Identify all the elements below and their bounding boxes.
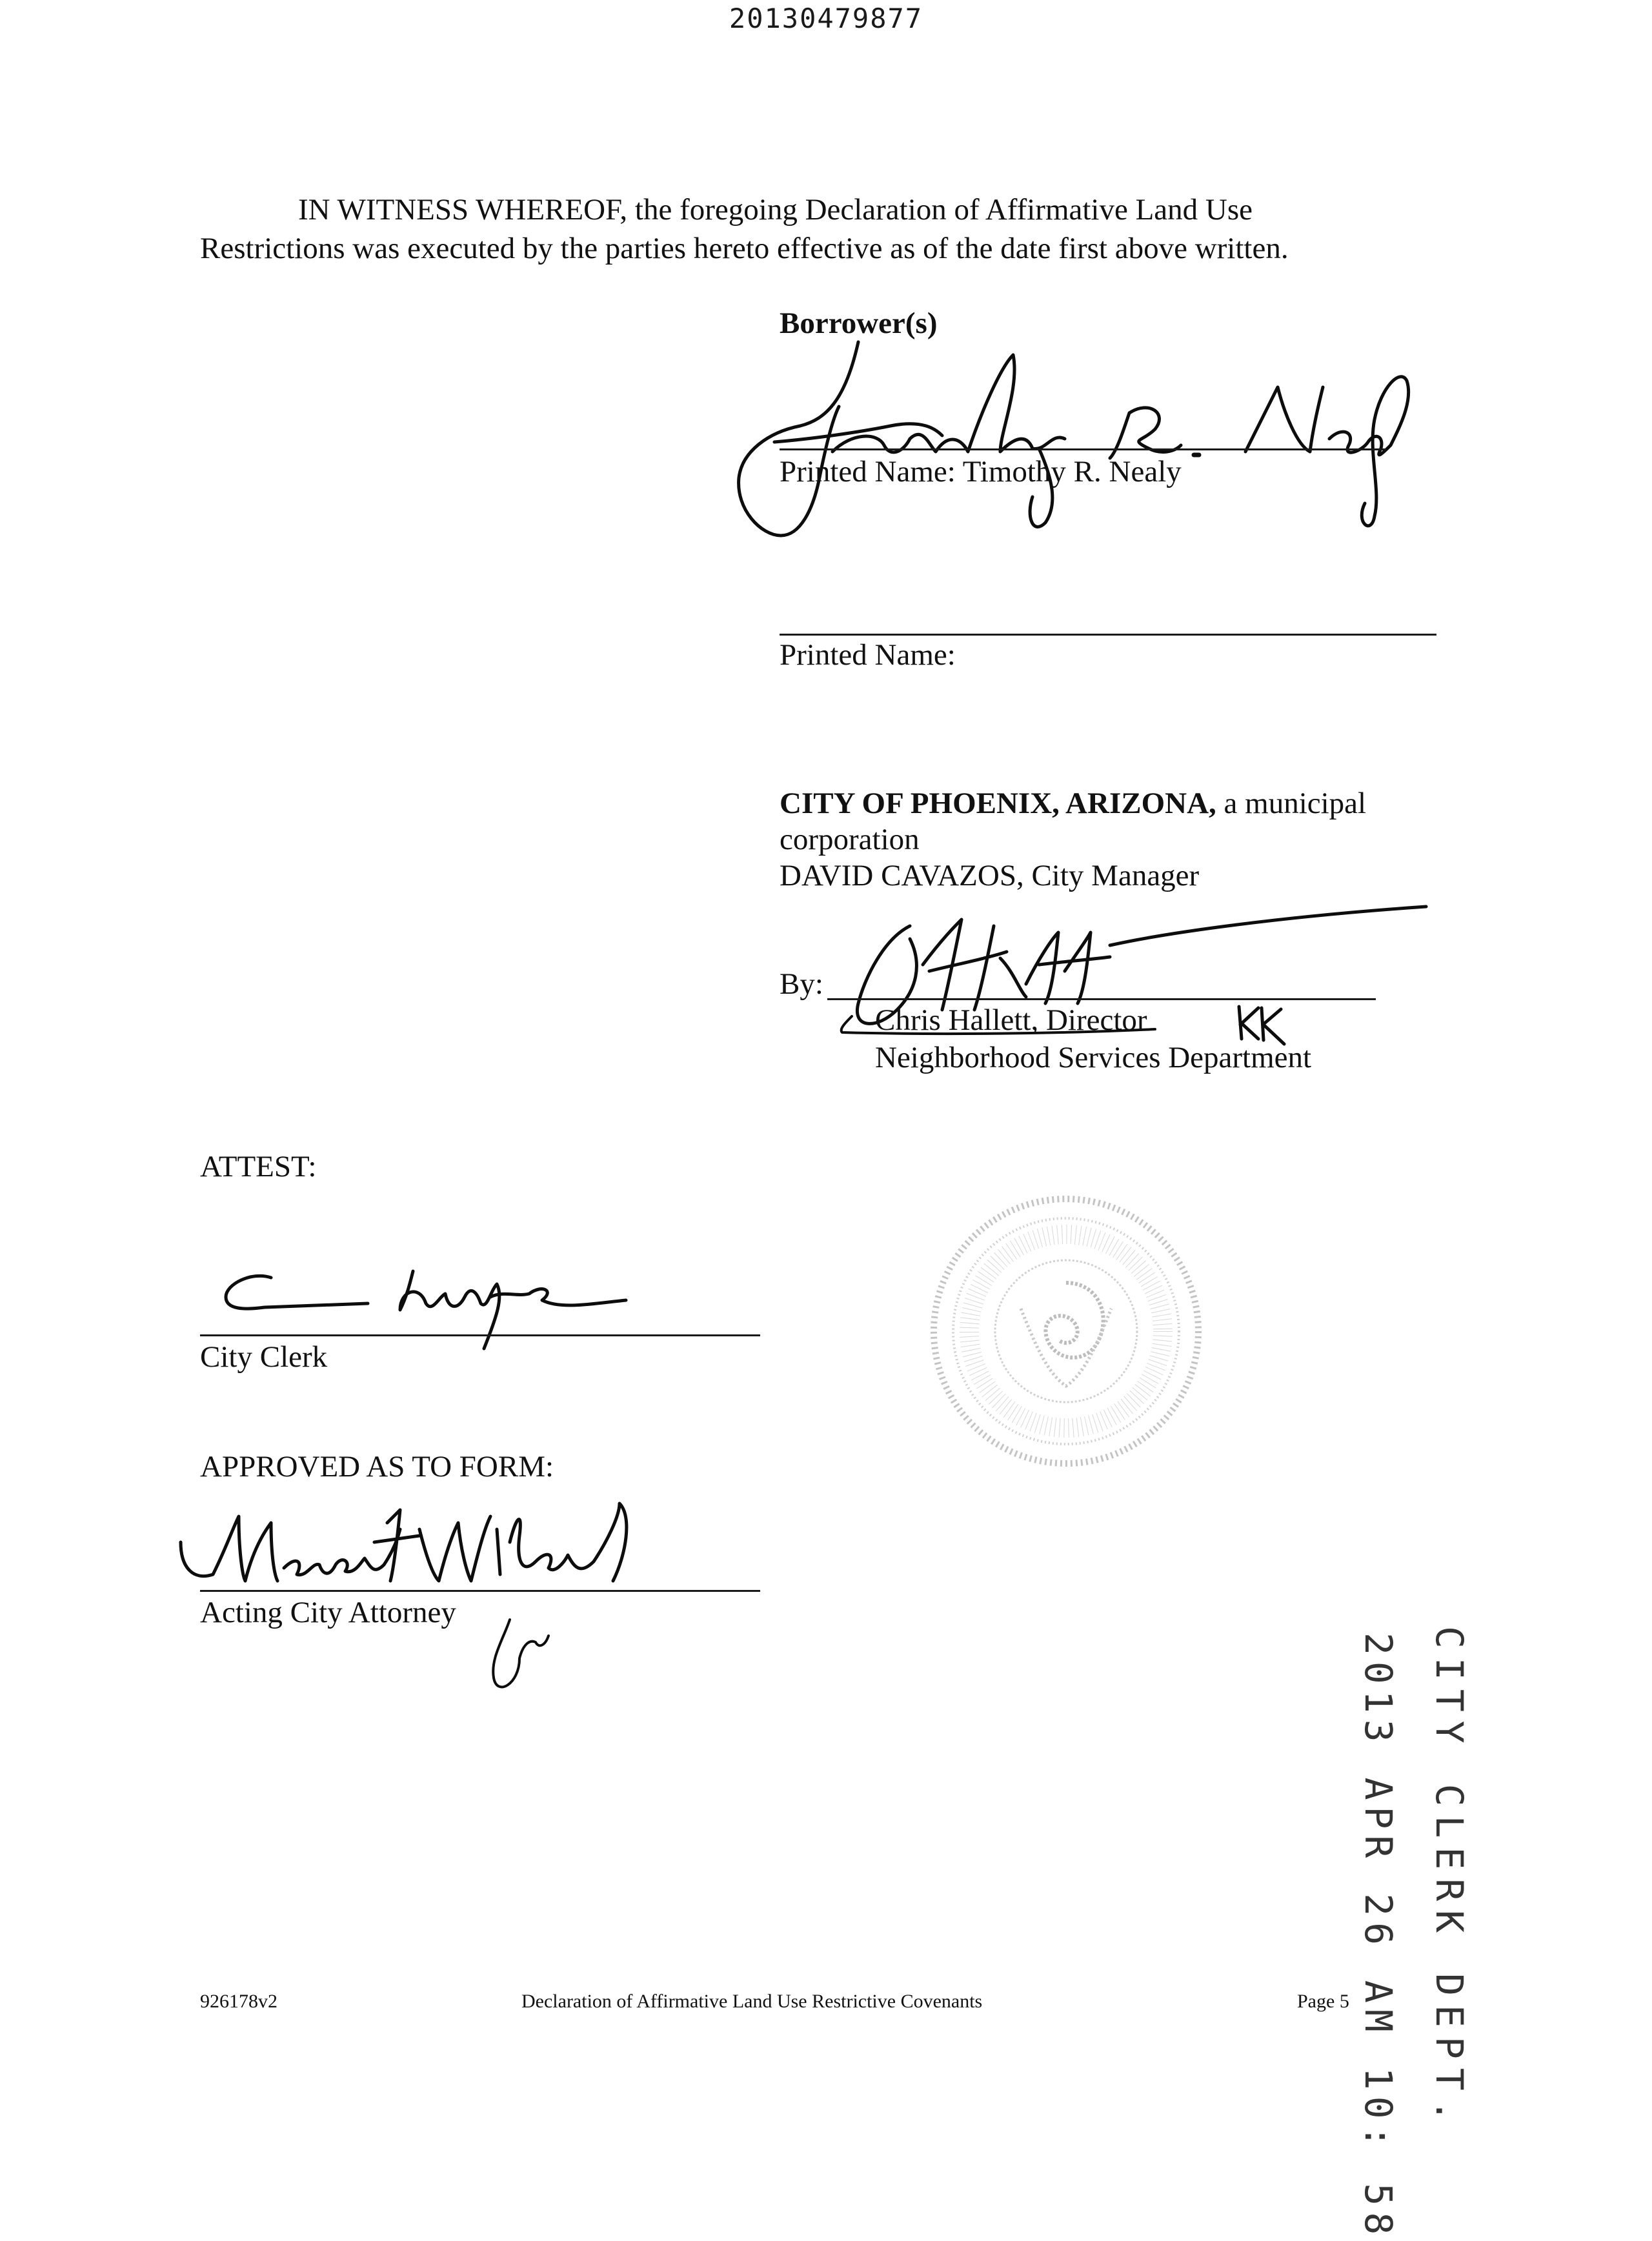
borrower-signature xyxy=(729,323,1413,555)
approval-heading: APPROVED AS TO FORM: xyxy=(200,1450,554,1483)
clerk-title: City Clerk xyxy=(200,1340,328,1374)
city-suffix: a municipal xyxy=(1224,787,1367,820)
initials-mark xyxy=(1233,1000,1304,1052)
stamp-date: 2013 APR 26 AM 10: 58 xyxy=(1356,1633,1400,2241)
footer-page-number: Page 5 xyxy=(1297,1991,1349,2012)
received-stamp xyxy=(1310,1613,1504,2241)
borrower-signature-line-2 xyxy=(780,634,1436,636)
city-seal xyxy=(924,1186,1208,1476)
borrower-heading: Borrower(s) xyxy=(780,307,938,340)
footer-doc-title: Declaration of Affirmative Land Use Restrictive Covenants xyxy=(521,1991,983,2012)
borrower-printed-name-1: Printed Name: Timothy R. Nealy xyxy=(780,455,1182,488)
attorney-title: Acting City Attorney xyxy=(200,1596,456,1629)
recording-number: 20130479877 xyxy=(729,3,923,34)
city-name-line xyxy=(780,789,1366,819)
city-manager: DAVID CAVAZOS, City Manager xyxy=(780,859,1200,892)
borrower-printed-name-2: Printed Name: xyxy=(780,638,956,672)
footer-doc-id: 926178v2 xyxy=(200,1991,277,2012)
director-name: Chris Hallett, Director xyxy=(875,1003,1147,1037)
stamp-department: CITY CLERK DEPT. xyxy=(1427,1626,1471,2131)
borrower-signature-line xyxy=(780,448,1386,450)
attest-heading: ATTEST: xyxy=(200,1150,317,1183)
director-department: Neighborhood Services Department xyxy=(875,1041,1312,1074)
witness-line-1: IN WITNESS WHEREOF, the foregoing Declaration of Affirmative Land Use xyxy=(298,193,1253,226)
clerk-signature-line xyxy=(200,1334,760,1336)
city-name: CITY OF PHOENIX, ARIZONA, xyxy=(780,787,1216,820)
attorney-signature-line xyxy=(200,1590,760,1592)
witness-line-2: Restrictions was executed by the parties hereto effective as of the date first above written. xyxy=(200,232,1289,265)
city-corporation: corporation xyxy=(780,823,920,856)
by-label: By: xyxy=(780,967,823,1001)
